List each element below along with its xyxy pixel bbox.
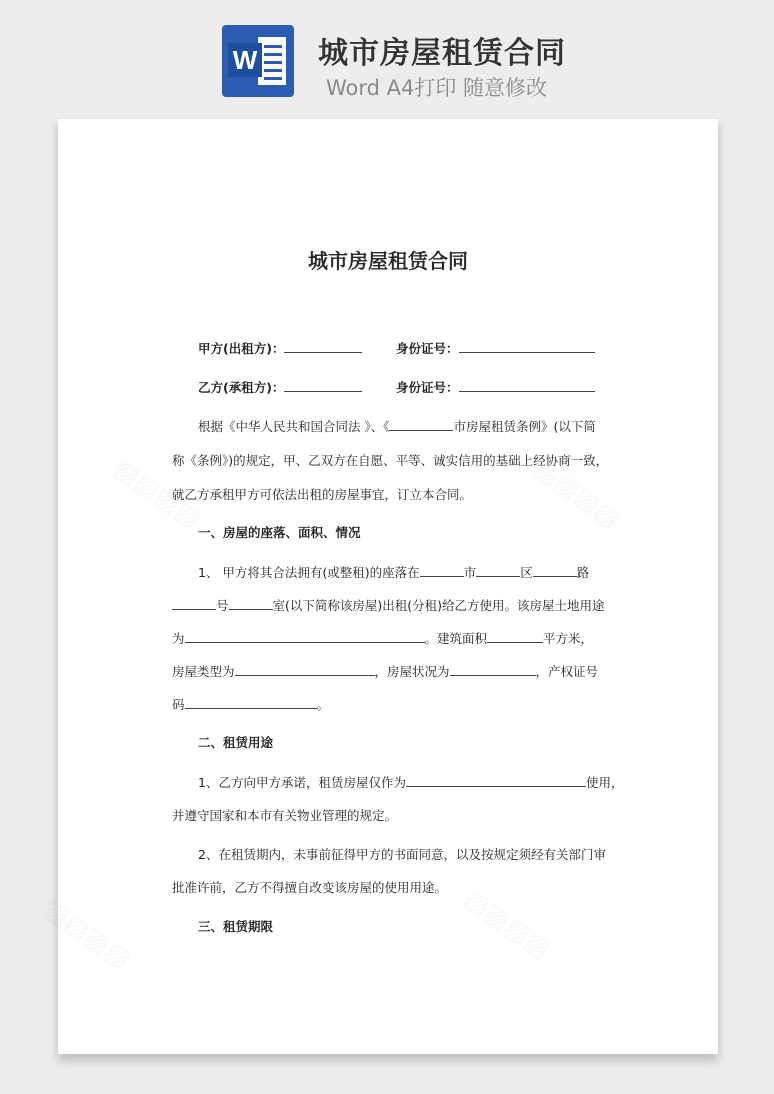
intro-text: 根据《中华人民共和国合同法 》、《 [198,419,390,434]
section-1-heading: 一、房屋的座落、面积、情况 [198,525,361,540]
s1-text: 室(以下简称该房屋)出租(分租)给乙方使用。该房屋土地用途 [272,598,605,613]
watermark-shape: ▨▨▨▨ [38,893,136,975]
intro-line-1 [198,417,596,435]
s2-p2-line-1: 2、在租赁期内，未事前征得甲方的书面同意，以及按规定须经有关部门审 [198,847,606,862]
s1-text: 1、 甲方将其合法拥有(或整租)的座落在 [198,565,420,580]
document-title: 城市房屋租赁合同 [308,249,468,273]
party-b-label: 乙方(承租方)： [198,380,285,395]
blank [487,630,543,643]
party-b-row [198,378,362,396]
s1-text: 为 [172,631,185,646]
party-b-blank [284,379,362,392]
header-subtitle: Word A4打印 随意修改 [326,76,548,100]
blank [450,663,536,676]
s1-line-4 [172,662,598,680]
s1-text: 房屋类型为 [172,664,235,679]
party-a-id-row [396,339,595,357]
intro-line-3: 就乙方承租甲方可依法出租的房屋事宜，订立本合同。 [172,487,473,502]
s1-text: 码 [172,697,185,712]
s2-p1-line-2: 并遵守国家和本市有关物业管理的规定。 [172,808,398,823]
header-title: 城市房屋租赁合同 [318,36,566,71]
blank [172,597,216,610]
blank [406,774,586,787]
s1-line-1 [198,563,589,581]
word-letter: W [228,43,262,77]
watermark-shape: ▨▨▨▨ [528,453,626,535]
city-blank [389,418,453,431]
blank [420,564,464,577]
s1-line-3 [172,629,593,647]
blank [533,564,577,577]
s1-text: 。 [316,697,330,712]
party-a-id-blank [459,340,595,353]
party-a-blank [284,340,362,353]
party-a-label: 甲方(出租方)： [198,341,285,356]
section-2-heading: 二、租赁用途 [198,735,274,750]
s1-text: ，产权证号 [535,664,599,679]
s1-text: 。建筑面积 [424,631,488,646]
blank [229,597,273,610]
section-3-heading: 三、租赁期限 [198,919,274,934]
party-b-id-blank [459,379,595,392]
s2-p1-line-1 [198,773,623,791]
s1-text: 号 [216,598,229,613]
s1-line-2 [172,596,605,614]
party-a-row [198,339,362,357]
s1-text: 路 [576,565,590,580]
word-icon [222,25,294,97]
s2-text: 使用， [585,775,624,790]
s1-line-5 [172,695,329,713]
party-a-id-label: 身份证号： [396,341,459,356]
watermark-shape: ▨▨▨▨ [458,883,556,965]
blank [185,696,317,709]
party-b-id-label: 身份证号： [396,380,459,395]
document-page [38,119,718,1054]
s1-text: 市 [463,565,477,580]
s1-text: 平方米， [543,631,594,646]
s1-text: ，房屋状况为 [374,664,450,679]
word-page-shape [258,37,286,85]
intro-text: 市房屋租赁条例》(以下简 [453,419,596,434]
s2-text: 1、乙方向甲方承诺，租赁房屋仅作为 [198,775,406,790]
blank [235,663,375,676]
blank [185,630,425,643]
s2-p2-line-2: 批准许前，乙方不得擅自改变该房屋的使用用途。 [172,880,448,895]
s1-text: 区 [520,565,533,580]
party-b-id-row [396,378,595,396]
blank [476,564,520,577]
watermark-shape: ▨▨▨▨ [108,453,206,535]
promo-header [0,0,774,110]
intro-line-2: 称《条例》)的规定，甲、乙双方在自愿、平等、诚实信用的基础上经协商一致， [172,453,609,468]
